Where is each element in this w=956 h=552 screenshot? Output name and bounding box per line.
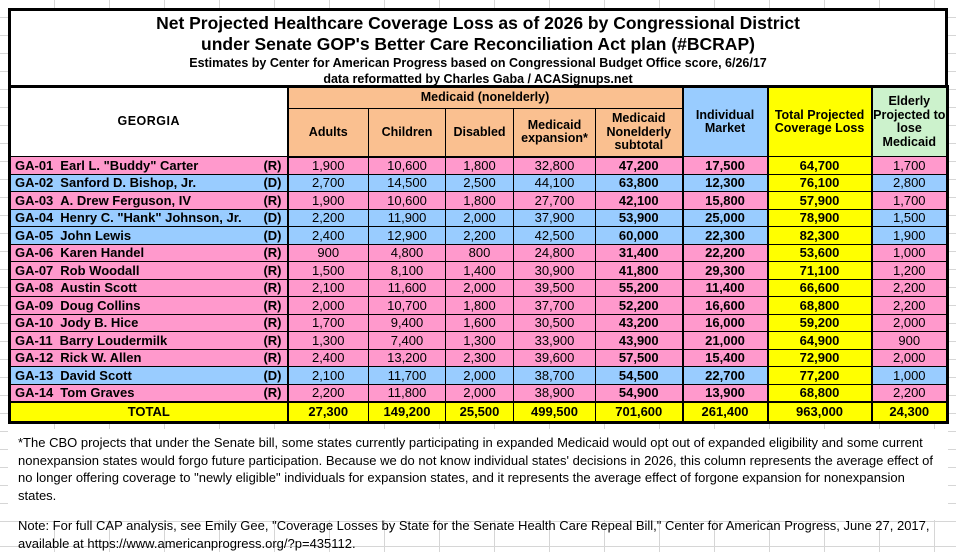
district-code: GA-13 (15, 367, 54, 383)
elderly-cell: 2,200 (872, 384, 948, 402)
column-header-adults: Adults (288, 109, 369, 157)
individual-market-cell: 11,400 (683, 279, 768, 297)
children-cell: 11,900 (369, 209, 446, 227)
children-cell: 12,900 (369, 227, 446, 245)
representative-name: Doug Collins (60, 297, 141, 313)
disabled-cell: 2,000 (446, 209, 514, 227)
representative-name: Rob Woodall (60, 262, 140, 278)
disabled-cell: 1,600 (446, 314, 514, 332)
party-label: (R) (263, 385, 282, 400)
expansion-cell: 37,900 (514, 209, 596, 227)
children-cell: 10,600 (369, 192, 446, 210)
table-row (10, 349, 948, 367)
children-cell: 10,700 (369, 297, 446, 315)
elderly-cell: 1,000 (872, 367, 948, 385)
children-cell: 7,400 (369, 332, 446, 350)
representative-name: Tom Graves (60, 385, 135, 400)
individual-market-cell: 22,300 (683, 227, 768, 245)
column-header-total-projected-coverage-loss: Total Projected Coverage Loss (768, 87, 872, 157)
district-rows (10, 157, 948, 402)
district-representative-cell (10, 297, 288, 315)
table-row (10, 244, 948, 262)
subtotal-cell: 63,800 (596, 174, 683, 192)
column-header-disabled: Disabled (446, 109, 514, 157)
total-cell: 71,100 (768, 262, 872, 280)
expansion-cell: 39,600 (514, 349, 596, 367)
district-representative-cell (10, 279, 288, 297)
expansion-cell: 38,900 (514, 384, 596, 402)
individual-market-cell: 17,500 (683, 157, 768, 175)
district-code: GA-12 (15, 350, 54, 366)
disabled-cell: 1,300 (446, 332, 514, 350)
table-row (10, 384, 948, 402)
subtotal-cell: 60,000 (596, 227, 683, 245)
column-header-elderly: Elderly Projected to lose Medicaid (872, 87, 948, 157)
individual-market-cell: 21,000 (683, 332, 768, 350)
district-code: GA-09 (15, 297, 54, 313)
total-cell: 68,800 (768, 384, 872, 402)
adults-cell: 2,200 (288, 384, 369, 402)
footnotes (8, 429, 948, 551)
title-line-2: under Senate GOP's Better Care Reconciliation Act plan (#BCRAP) (201, 34, 755, 54)
subtotal-cell: 47,200 (596, 157, 683, 175)
table-row (10, 297, 948, 315)
district-representative-cell (10, 174, 288, 192)
total-individual-market-cell: 261,400 (683, 402, 768, 423)
total-cell: 77,200 (768, 367, 872, 385)
expansion-cell: 39,500 (514, 279, 596, 297)
total-cell: 82,300 (768, 227, 872, 245)
elderly-cell: 1,000 (872, 244, 948, 262)
district-representative-cell (10, 192, 288, 210)
party-label: (R) (263, 315, 282, 331)
district-code: GA-10 (15, 315, 54, 331)
disabled-cell: 2,000 (446, 279, 514, 297)
grand-total-cell: 963,000 (768, 402, 872, 423)
representative-name: Barry Loudermilk (59, 332, 168, 348)
disabled-cell: 1,800 (446, 157, 514, 175)
table-row (10, 157, 948, 175)
district-code: GA-14 (15, 385, 54, 400)
adults-cell: 2,100 (288, 279, 369, 297)
district-representative-cell (10, 349, 288, 367)
column-header-children: Children (369, 109, 446, 157)
total-subtotal-cell: 701,600 (596, 402, 683, 423)
total-label: TOTAL (10, 402, 288, 423)
adults-cell: 1,900 (288, 157, 369, 175)
party-label: (R) (263, 262, 282, 278)
column-header-medicaid-subtotal: Medicaid Nonelderly subtotal (596, 109, 683, 157)
representative-name: Austin Scott (60, 280, 137, 296)
table-row (10, 262, 948, 280)
district-code: GA-04 (15, 210, 54, 226)
subtotal-cell: 54,500 (596, 367, 683, 385)
elderly-cell: 1,500 (872, 209, 948, 227)
district-representative-cell (10, 244, 288, 262)
children-cell: 14,500 (369, 174, 446, 192)
subtotal-cell: 43,200 (596, 314, 683, 332)
adults-cell: 2,200 (288, 209, 369, 227)
individual-market-cell: 25,000 (683, 209, 768, 227)
adults-cell: 1,500 (288, 262, 369, 280)
district-representative-cell (10, 384, 288, 402)
district-representative-cell (10, 262, 288, 280)
expansion-cell: 32,800 (514, 157, 596, 175)
table-row (10, 174, 948, 192)
expansion-cell: 33,900 (514, 332, 596, 350)
children-cell: 13,200 (369, 349, 446, 367)
representative-name: A. Drew Ferguson, IV (60, 192, 192, 208)
table-row (10, 209, 948, 227)
adults-cell: 1,700 (288, 314, 369, 332)
table-row (10, 279, 948, 297)
elderly-cell: 2,800 (872, 174, 948, 192)
disabled-cell: 2,300 (446, 349, 514, 367)
district-representative-cell (10, 227, 288, 245)
adults-cell: 2,400 (288, 227, 369, 245)
table-row (10, 367, 948, 385)
district-representative-cell (10, 332, 288, 350)
district-code: GA-01 (15, 157, 54, 173)
total-cell: 53,600 (768, 244, 872, 262)
column-group-medicaid-nonelderly: Medicaid (nonelderly) (288, 87, 683, 109)
coverage-loss-table (8, 85, 949, 424)
district-code: GA-08 (15, 280, 54, 296)
expansion-cell: 42,500 (514, 227, 596, 245)
district-code: GA-02 (15, 175, 54, 191)
title-line-4: data reformatted by Charles Gaba / ACASignups.net (323, 72, 633, 86)
district-code: GA-05 (15, 227, 54, 243)
total-adults-cell: 27,300 (288, 402, 369, 423)
elderly-cell: 1,700 (872, 192, 948, 210)
total-cell: 78,900 (768, 209, 872, 227)
disabled-cell: 800 (446, 244, 514, 262)
adults-cell: 2,100 (288, 367, 369, 385)
party-label: (D) (263, 210, 282, 226)
district-representative-cell (10, 314, 288, 332)
individual-market-cell: 12,300 (683, 174, 768, 192)
individual-market-cell: 15,400 (683, 349, 768, 367)
disabled-cell: 1,800 (446, 192, 514, 210)
disabled-cell: 2,200 (446, 227, 514, 245)
representative-name: John Lewis (60, 227, 132, 243)
state-name: GEORGIA (10, 87, 288, 157)
expansion-cell: 44,100 (514, 174, 596, 192)
party-label: (D) (263, 175, 282, 191)
representative-name: David Scott (60, 367, 132, 383)
column-header-individual-market: Individual Market (683, 87, 768, 157)
party-label: (D) (263, 227, 282, 243)
district-code: GA-03 (15, 192, 54, 208)
adults-cell: 1,900 (288, 192, 369, 210)
children-cell: 8,100 (369, 262, 446, 280)
total-cell: 66,600 (768, 279, 872, 297)
subtotal-cell: 53,900 (596, 209, 683, 227)
disabled-cell: 1,400 (446, 262, 514, 280)
total-children-cell: 149,200 (369, 402, 446, 423)
disabled-cell: 2,000 (446, 384, 514, 402)
representative-name: Henry C. "Hank" Johnson, Jr. (60, 210, 242, 226)
total-cell: 57,900 (768, 192, 872, 210)
expansion-cell: 27,700 (514, 192, 596, 210)
elderly-cell: 2,000 (872, 349, 948, 367)
children-cell: 9,400 (369, 314, 446, 332)
column-header-medicaid-expansion: Medicaid expansion* (514, 109, 596, 157)
disabled-cell: 1,800 (446, 297, 514, 315)
expansion-cell: 30,900 (514, 262, 596, 280)
subtotal-cell: 42,100 (596, 192, 683, 210)
subtotal-cell: 57,500 (596, 349, 683, 367)
subtotal-cell: 41,800 (596, 262, 683, 280)
subtotal-cell: 52,200 (596, 297, 683, 315)
elderly-cell: 2,200 (872, 279, 948, 297)
individual-market-cell: 29,300 (683, 262, 768, 280)
subtotal-cell: 55,200 (596, 279, 683, 297)
subtotal-cell: 54,900 (596, 384, 683, 402)
district-representative-cell (10, 209, 288, 227)
party-label: (D) (263, 367, 282, 383)
total-cell: 59,200 (768, 314, 872, 332)
elderly-cell: 1,700 (872, 157, 948, 175)
party-label: (R) (263, 192, 282, 208)
expansion-cell: 24,800 (514, 244, 596, 262)
representative-name: Sanford D. Bishop, Jr. (60, 175, 197, 191)
total-expansion-cell: 499,500 (514, 402, 596, 423)
total-elderly-cell: 24,300 (872, 402, 948, 423)
table-row (10, 192, 948, 210)
representative-name: Rick W. Allen (60, 350, 142, 366)
expansion-cell: 37,700 (514, 297, 596, 315)
children-cell: 11,800 (369, 384, 446, 402)
total-row (10, 402, 948, 423)
table-row (10, 227, 948, 245)
adults-cell: 1,300 (288, 332, 369, 350)
table-row (10, 332, 948, 350)
adults-cell: 2,400 (288, 349, 369, 367)
adults-cell: 2,000 (288, 297, 369, 315)
representative-name: Jody B. Hice (60, 315, 139, 331)
representative-name: Karen Handel (60, 245, 145, 261)
total-cell: 64,900 (768, 332, 872, 350)
district-code: GA-06 (15, 245, 54, 261)
individual-market-cell: 22,200 (683, 244, 768, 262)
party-label: (R) (263, 157, 282, 173)
children-cell: 4,800 (369, 244, 446, 262)
disabled-cell: 2,500 (446, 174, 514, 192)
party-label: (R) (263, 332, 282, 348)
total-cell: 64,700 (768, 157, 872, 175)
party-label: (R) (263, 245, 282, 261)
party-label: (R) (263, 280, 282, 296)
total-cell: 76,100 (768, 174, 872, 192)
district-code: GA-07 (15, 262, 54, 278)
elderly-cell: 2,200 (872, 297, 948, 315)
title-line-1: Net Projected Healthcare Coverage Loss as of 2026 by Congressional District (156, 13, 800, 33)
adults-cell: 2,700 (288, 174, 369, 192)
disabled-cell: 2,000 (446, 367, 514, 385)
adults-cell: 900 (288, 244, 369, 262)
children-cell: 11,600 (369, 279, 446, 297)
elderly-cell: 1,200 (872, 262, 948, 280)
individual-market-cell: 16,600 (683, 297, 768, 315)
district-representative-cell (10, 157, 288, 175)
individual-market-cell: 13,900 (683, 384, 768, 402)
title-line-3: Estimates by Center for American Progress based on Congressional Budget Office score, 6/26/17 (189, 56, 767, 70)
title-box (8, 8, 948, 88)
subtotal-cell: 31,400 (596, 244, 683, 262)
representative-name: Earl L. "Buddy" Carter (60, 157, 199, 173)
individual-market-cell: 16,000 (683, 314, 768, 332)
party-label: (R) (263, 297, 282, 313)
total-cell: 68,800 (768, 297, 872, 315)
expansion-cell: 30,500 (514, 314, 596, 332)
individual-market-cell: 22,700 (683, 367, 768, 385)
individual-market-cell: 15,800 (683, 192, 768, 210)
table-row (10, 314, 948, 332)
party-label: (R) (263, 350, 282, 366)
elderly-cell: 900 (872, 332, 948, 350)
footnote-asterisk: *The CBO projects that under the Senate bill, some states currently participating in expanded Medicaid would opt out of expanded eligibility and some current nonexpansion states would forgo future participation. Because we do not know individual states' decisions in 2026, this column represents the average effect of no longer offering coverage to "newly eligible" individuals for expansion states, and it represents the average effect of forgone expansion for nonexpansion states. (18, 435, 933, 503)
footnote-note: Note: For full CAP analysis, see Emily Gee, "Coverage Losses by State for the Senate Health Care Repeal Bill," Center for American Progress, June 27, 2017, available at https://www.americanprogress.org/?p=435112. (18, 518, 930, 551)
subtotal-cell: 43,900 (596, 332, 683, 350)
children-cell: 10,600 (369, 157, 446, 175)
total-cell: 72,900 (768, 349, 872, 367)
total-disabled-cell: 25,500 (446, 402, 514, 423)
elderly-cell: 2,000 (872, 314, 948, 332)
district-code: GA-11 (15, 332, 53, 348)
children-cell: 11,700 (369, 367, 446, 385)
elderly-cell: 1,900 (872, 227, 948, 245)
expansion-cell: 38,700 (514, 367, 596, 385)
district-representative-cell (10, 367, 288, 385)
